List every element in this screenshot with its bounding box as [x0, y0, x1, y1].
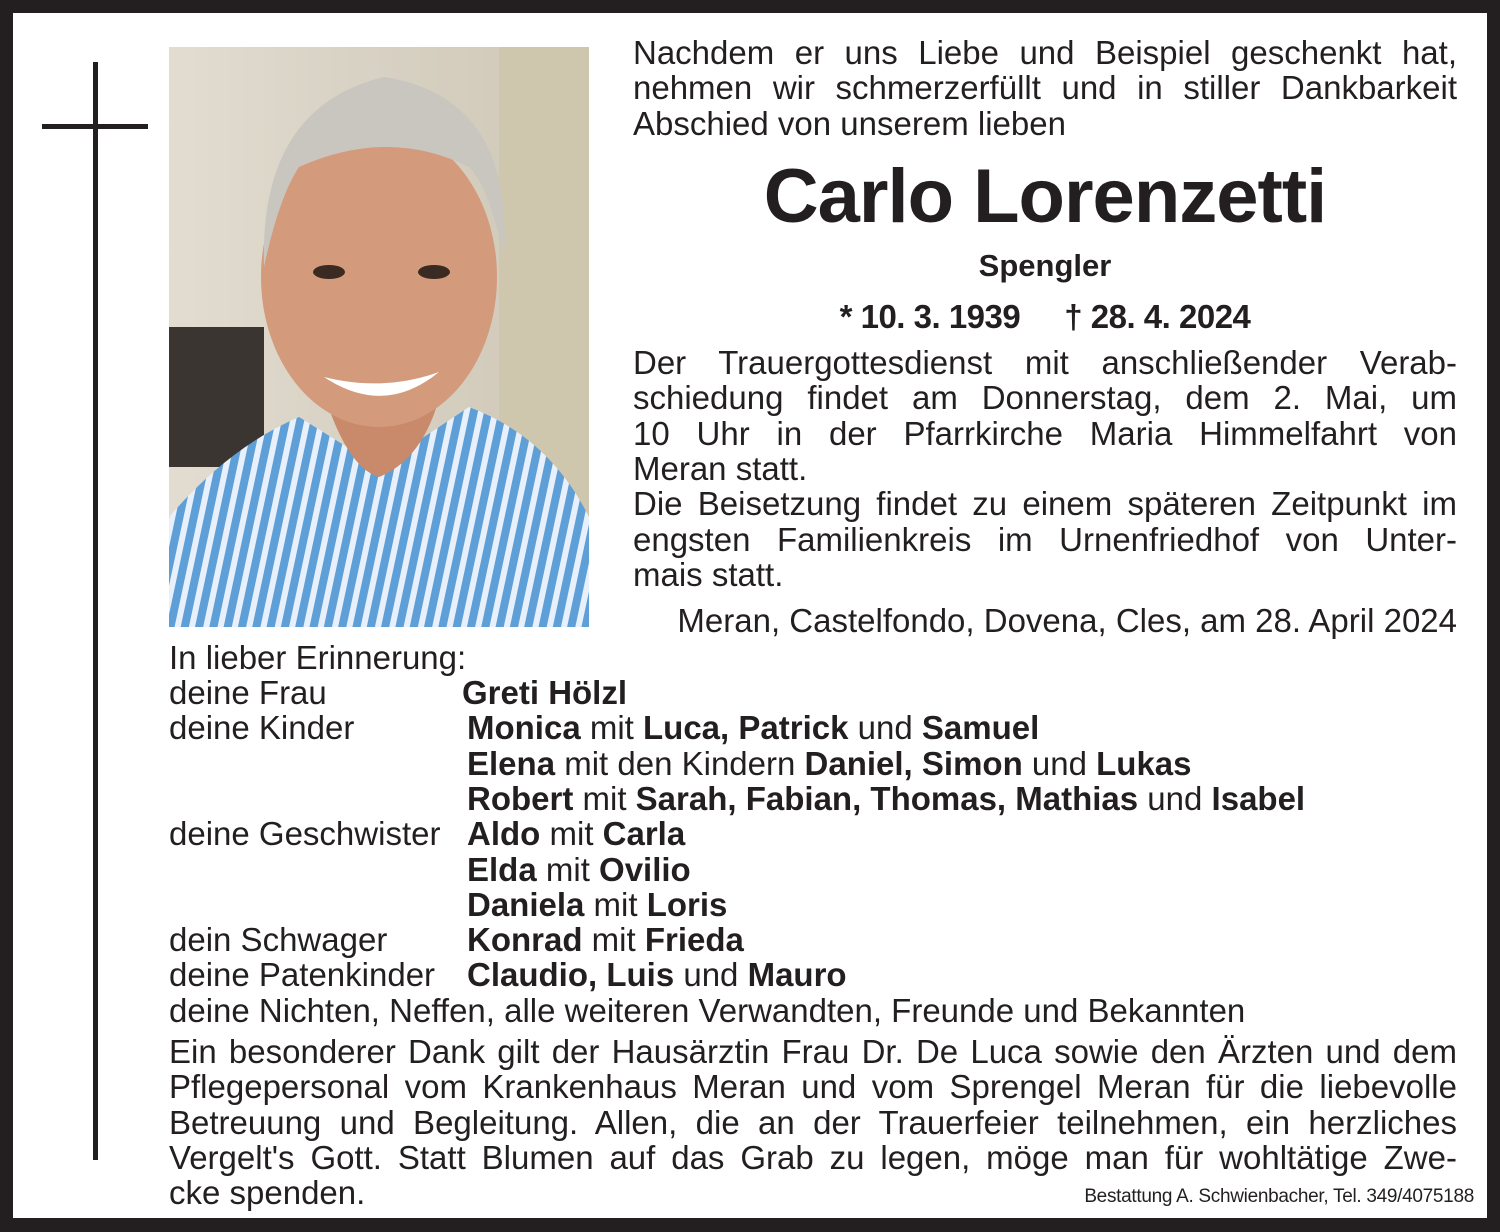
person-name: Samuel [921, 709, 1040, 747]
person-name: Aldo [467, 815, 541, 853]
person-name: Mauro [747, 956, 847, 994]
person-name: Luca, Patrick [643, 709, 849, 747]
relation-label: dein Schwager [169, 921, 388, 959]
place-date: Meran, Castelfondo, Dovena, Cles, am 28. April 2024 [677, 602, 1457, 639]
cross-icon-bar [42, 124, 148, 129]
connector-text: mit [584, 885, 647, 923]
connector-text: mit [540, 815, 603, 853]
connector-text: mit [580, 709, 644, 747]
relation-names [467, 922, 744, 957]
service-line: Meran statt. [633, 449, 808, 487]
portrait-photo [169, 47, 589, 627]
intro-line: Abschied von unserem lieben [633, 104, 1066, 142]
deceased-profession: Spengler [978, 248, 1112, 283]
person-name: Frieda [644, 921, 744, 959]
birth-date: * 10. 3. 1939 [839, 298, 1021, 335]
relation-names [467, 781, 1305, 816]
thanks-line: Ein besonderer Dank gilt der Hausärztin Frau Dr. De Luca sowie den Ärzten und dem [169, 1033, 1457, 1070]
connector-text: und [1138, 779, 1212, 817]
service-line: Die Beisetzung findet zu einem späteren Zeitpunkt im [633, 485, 1457, 523]
relatives-line: deine Nichten, Neffen, alle weiteren Verwandten, Freunde und Bekannten [169, 992, 1246, 1029]
connector-text: mit [582, 921, 645, 959]
service-line: Der Trauergottesdienst mit anschließender Verab- [633, 344, 1457, 381]
connector-text: und [848, 709, 922, 747]
person-name: Ovilio [599, 850, 691, 888]
relation-names [467, 710, 1039, 745]
person-name: Robert [467, 779, 574, 817]
connector-text: mit den Kindern [555, 744, 805, 782]
relation-names [467, 887, 727, 922]
service-line: schiedung findet am Donnerstag, dem 2. Mai, um [633, 379, 1457, 417]
connector-text: und [1022, 744, 1097, 782]
relation-names [467, 816, 685, 851]
relation-names [467, 957, 847, 992]
relation-label: deine Kinder [169, 709, 355, 747]
life-dates [633, 298, 1457, 336]
service-line: engsten Familienkreis im Urnenfriedhof von Unter- [633, 520, 1457, 558]
relation-names [467, 852, 691, 887]
intro-line: Nachdem er uns Liebe und Beispiel geschenkt hat, [633, 34, 1457, 71]
deceased-name: Carlo Lorenzetti [763, 154, 1327, 239]
cross-icon [93, 62, 98, 1160]
relation-names [462, 675, 627, 710]
person-name: Daniel, Simon [804, 744, 1023, 782]
relation-names [467, 746, 1192, 781]
person-name: Elda [467, 850, 537, 888]
person-name: Monica [467, 709, 581, 747]
service-line: 10 Uhr in der Pfarrkirche Maria Himmelfahrt von [633, 414, 1457, 452]
relation-label: deine Patenkinder [169, 956, 436, 994]
person-name: Sarah, Fabian, Thomas, Mathias [635, 779, 1139, 817]
relation-label: deine Frau [169, 674, 327, 711]
relation-label: deine Geschwister [169, 815, 441, 853]
person-name: Carla [602, 815, 686, 853]
person-name: Elena [467, 744, 556, 782]
person-name: Isabel [1211, 779, 1306, 817]
thanks-line: cke spenden. [169, 1174, 366, 1212]
person-name: Konrad [467, 921, 583, 959]
person-name: Greti Hölzl [462, 674, 628, 711]
thanks-line: Vergelt's Gott. Statt Blumen auf das Grab zu legen, möge man für wohltätige Zwe- [169, 1138, 1457, 1176]
death-date: † 28. 4. 2024 [1064, 298, 1251, 335]
connector-text: mit [573, 779, 636, 817]
portrait-illustration [169, 47, 589, 627]
connector-text: und [674, 956, 748, 994]
remembrance-heading: In lieber Erinnerung: [169, 639, 467, 676]
funeral-home-footer: Bestattung A. Schwienbacher, Tel. 349/4075188 [1084, 1186, 1474, 1207]
person-name: Daniela [467, 885, 585, 923]
service-line: mais statt. [633, 555, 784, 593]
thanks-line: Pflegepersonal vom Krankenhaus Meran und vom Sprengel Meran für die liebevolle [169, 1068, 1457, 1106]
intro-line: nehmen wir schmerzerfüllt und in stiller Dankbarkeit [633, 69, 1457, 107]
person-name: Loris [646, 885, 728, 923]
thanks-line: Betreuung und Begleitung. Allen, die an der Trauerfeier teilnehmen, ein herzliches [169, 1103, 1457, 1141]
connector-text: mit [536, 850, 600, 888]
person-name: Claudio, Luis [467, 956, 675, 994]
person-name: Lukas [1096, 744, 1192, 782]
